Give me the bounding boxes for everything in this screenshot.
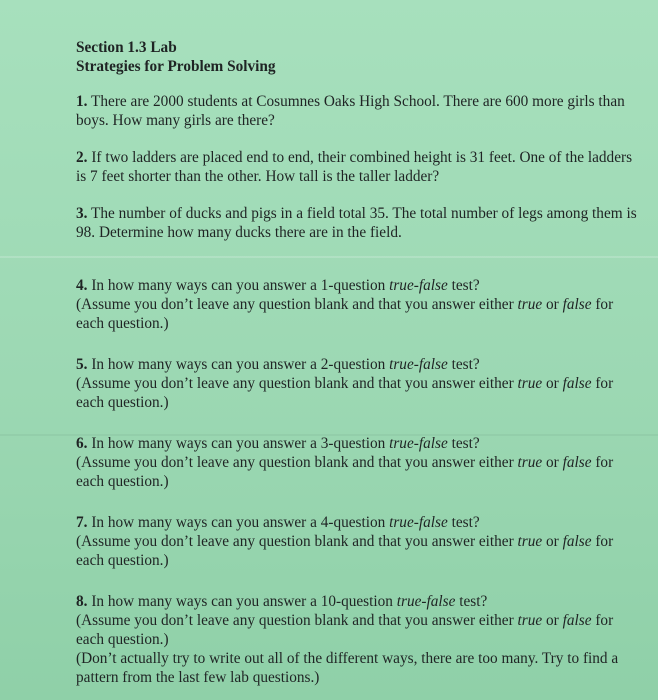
- question-text: In how many ways can you answer a 2-question: [91, 356, 386, 373]
- false-term: false: [562, 454, 592, 471]
- problem-number: 1.: [76, 93, 88, 110]
- assumption-end: for each question.): [76, 612, 614, 648]
- question-end: test?: [459, 593, 488, 610]
- problem-4: [76, 276, 641, 333]
- true-term: true: [517, 612, 543, 629]
- worksheet-content: [76, 38, 641, 687]
- assumption-text: (Assume you don’t leave any question blank and that you answer either: [76, 296, 514, 313]
- problem-7: [76, 513, 641, 570]
- worksheet-subtitle: Strategies for Problem Solving: [76, 58, 276, 75]
- pattern-note: (Don’t actually try to write out all of the different ways, there are too many. Try to find a pattern from the last few lab questions.): [76, 650, 619, 686]
- problem-number: 6.: [76, 435, 88, 452]
- problem-text: There are 2000 students at Cosumnes Oaks High School. There are 600 more girls than boys. How many girls are there?: [76, 93, 625, 129]
- or-word: or: [546, 533, 559, 550]
- problem-6: [76, 434, 641, 491]
- section-title: Section 1.3 Lab: [76, 39, 177, 56]
- true-term: true: [517, 375, 543, 392]
- problem-number: 2.: [76, 149, 88, 166]
- problem-number: 8.: [76, 593, 88, 610]
- or-word: or: [546, 375, 559, 392]
- problem-5: [76, 355, 641, 412]
- assumption-end: for each question.): [76, 375, 614, 411]
- or-word: or: [546, 454, 559, 471]
- assumption-end: for each question.): [76, 454, 614, 490]
- false-term: false: [562, 533, 592, 550]
- true-false-term: true-false: [396, 593, 456, 610]
- true-term: true: [517, 454, 543, 471]
- problem-8: [76, 592, 641, 687]
- question-text: In how many ways can you answer a 10-question: [91, 593, 393, 610]
- or-word: or: [546, 612, 559, 629]
- false-term: false: [562, 375, 592, 392]
- assumption-text: (Assume you don’t leave any question blank and that you answer either: [76, 533, 514, 550]
- problem-number: 3.: [76, 205, 88, 222]
- assumption-text: (Assume you don’t leave any question blank and that you answer either: [76, 454, 514, 471]
- question-end: test?: [451, 435, 480, 452]
- false-term: false: [562, 612, 592, 629]
- question-end: test?: [451, 277, 480, 294]
- question-text: In how many ways can you answer a 3-question: [91, 435, 386, 452]
- problem-3: [76, 204, 641, 242]
- problem-number: 7.: [76, 514, 88, 531]
- question-end: test?: [451, 514, 480, 531]
- problem-number: 5.: [76, 356, 88, 373]
- true-false-term: true-false: [389, 514, 448, 531]
- true-false-term: true-false: [389, 277, 448, 294]
- question-text: In how many ways can you answer a 1-question: [91, 277, 386, 294]
- assumption-end: for each question.): [76, 296, 614, 332]
- assumption-text: (Assume you don’t leave any question blank and that you answer either: [76, 375, 514, 392]
- assumption-end: for each question.): [76, 533, 614, 569]
- problem-number: 4.: [76, 277, 88, 294]
- problem-1: [76, 92, 641, 130]
- true-false-term: true-false: [389, 435, 448, 452]
- false-term: false: [562, 296, 592, 313]
- question-text: In how many ways can you answer a 4-question: [91, 514, 386, 531]
- problem-text: The number of ducks and pigs in a field total 35. The total number of legs among them is 98. Determine how many ducks there are in the field.: [76, 205, 637, 241]
- true-term: true: [517, 296, 543, 313]
- true-false-term: true-false: [389, 356, 448, 373]
- problem-2: [76, 148, 641, 186]
- question-end: test?: [451, 356, 480, 373]
- or-word: or: [546, 296, 559, 313]
- assumption-text: (Assume you don’t leave any question blank and that you answer either: [76, 612, 514, 629]
- true-term: true: [517, 533, 543, 550]
- problem-text: If two ladders are placed end to end, their combined height is 31 feet. One of the ladders is 7 feet shorter than the other. How tall is the taller ladder?: [76, 149, 633, 185]
